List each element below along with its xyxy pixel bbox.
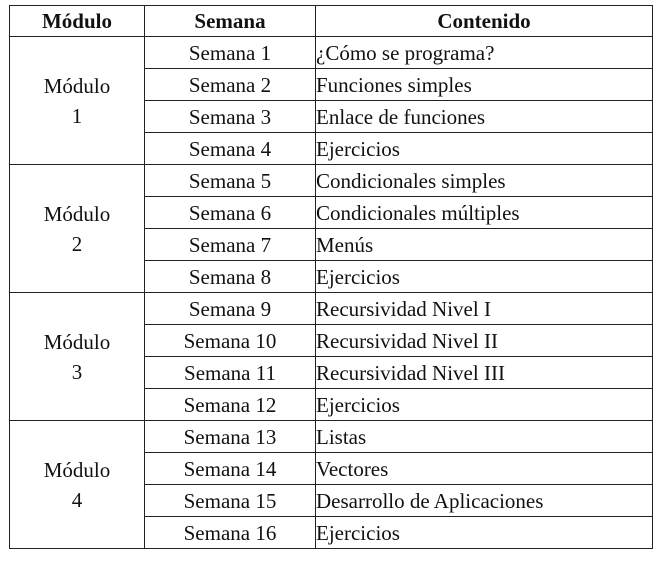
content-cell: Recursividad Nivel III xyxy=(316,357,653,389)
content-cell: Ejercicios xyxy=(316,389,653,421)
content-cell: Recursividad Nivel II xyxy=(316,325,653,357)
module-label: Módulo xyxy=(43,73,111,98)
week-cell: Semana 11 xyxy=(145,357,316,389)
header-row xyxy=(10,6,653,37)
week-cell: Semana 1 xyxy=(145,37,316,69)
module-cell-4 xyxy=(10,421,145,549)
table-body xyxy=(10,37,653,549)
content-cell: Condicionales múltiples xyxy=(316,197,653,229)
week-cell: Semana 15 xyxy=(145,485,316,517)
week-cell: Semana 14 xyxy=(145,453,316,485)
content-cell: Funciones simples xyxy=(316,69,653,101)
week-cell: Semana 4 xyxy=(145,133,316,165)
table-row xyxy=(10,421,653,453)
content-cell: Ejercicios xyxy=(316,133,653,165)
week-cell: Semana 7 xyxy=(145,229,316,261)
week-cell: Semana 6 xyxy=(145,197,316,229)
week-cell: Semana 12 xyxy=(145,389,316,421)
content-cell: Enlace de funciones xyxy=(316,101,653,133)
content-cell: Vectores xyxy=(316,453,653,485)
table-row xyxy=(10,293,653,325)
content-cell: Desarrollo de Aplicaciones xyxy=(316,485,653,517)
week-cell: Semana 10 xyxy=(145,325,316,357)
content-cell: ¿Cómo se programa? xyxy=(316,37,653,69)
week-cell: Semana 2 xyxy=(145,69,316,101)
week-cell: Semana 13 xyxy=(145,421,316,453)
content-cell: Condicionales simples xyxy=(316,165,653,197)
module-number: 3 xyxy=(71,359,83,384)
header-semana: Semana xyxy=(145,6,316,37)
table-row xyxy=(10,165,653,197)
header-contenido: Contenido xyxy=(316,6,653,37)
table-header xyxy=(10,6,653,37)
week-cell: Semana 5 xyxy=(145,165,316,197)
content-cell: Recursividad Nivel I xyxy=(316,293,653,325)
module-label: Módulo xyxy=(43,457,111,482)
week-cell: Semana 9 xyxy=(145,293,316,325)
module-label: Módulo xyxy=(43,329,111,354)
module-number: 1 xyxy=(71,103,83,128)
week-cell: Semana 16 xyxy=(145,517,316,549)
module-cell-3 xyxy=(10,293,145,421)
schedule-table xyxy=(9,5,653,549)
week-cell: Semana 3 xyxy=(145,101,316,133)
content-cell: Menús xyxy=(316,229,653,261)
table-row xyxy=(10,37,653,69)
content-cell: Ejercicios xyxy=(316,517,653,549)
content-cell: Ejercicios xyxy=(316,261,653,293)
week-cell: Semana 8 xyxy=(145,261,316,293)
module-cell-2 xyxy=(10,165,145,293)
module-number: 4 xyxy=(71,487,83,512)
header-modulo: Módulo xyxy=(10,6,145,37)
module-label: Módulo xyxy=(43,201,111,226)
module-number: 2 xyxy=(71,231,83,256)
content-cell: Listas xyxy=(316,421,653,453)
module-cell-1 xyxy=(10,37,145,165)
